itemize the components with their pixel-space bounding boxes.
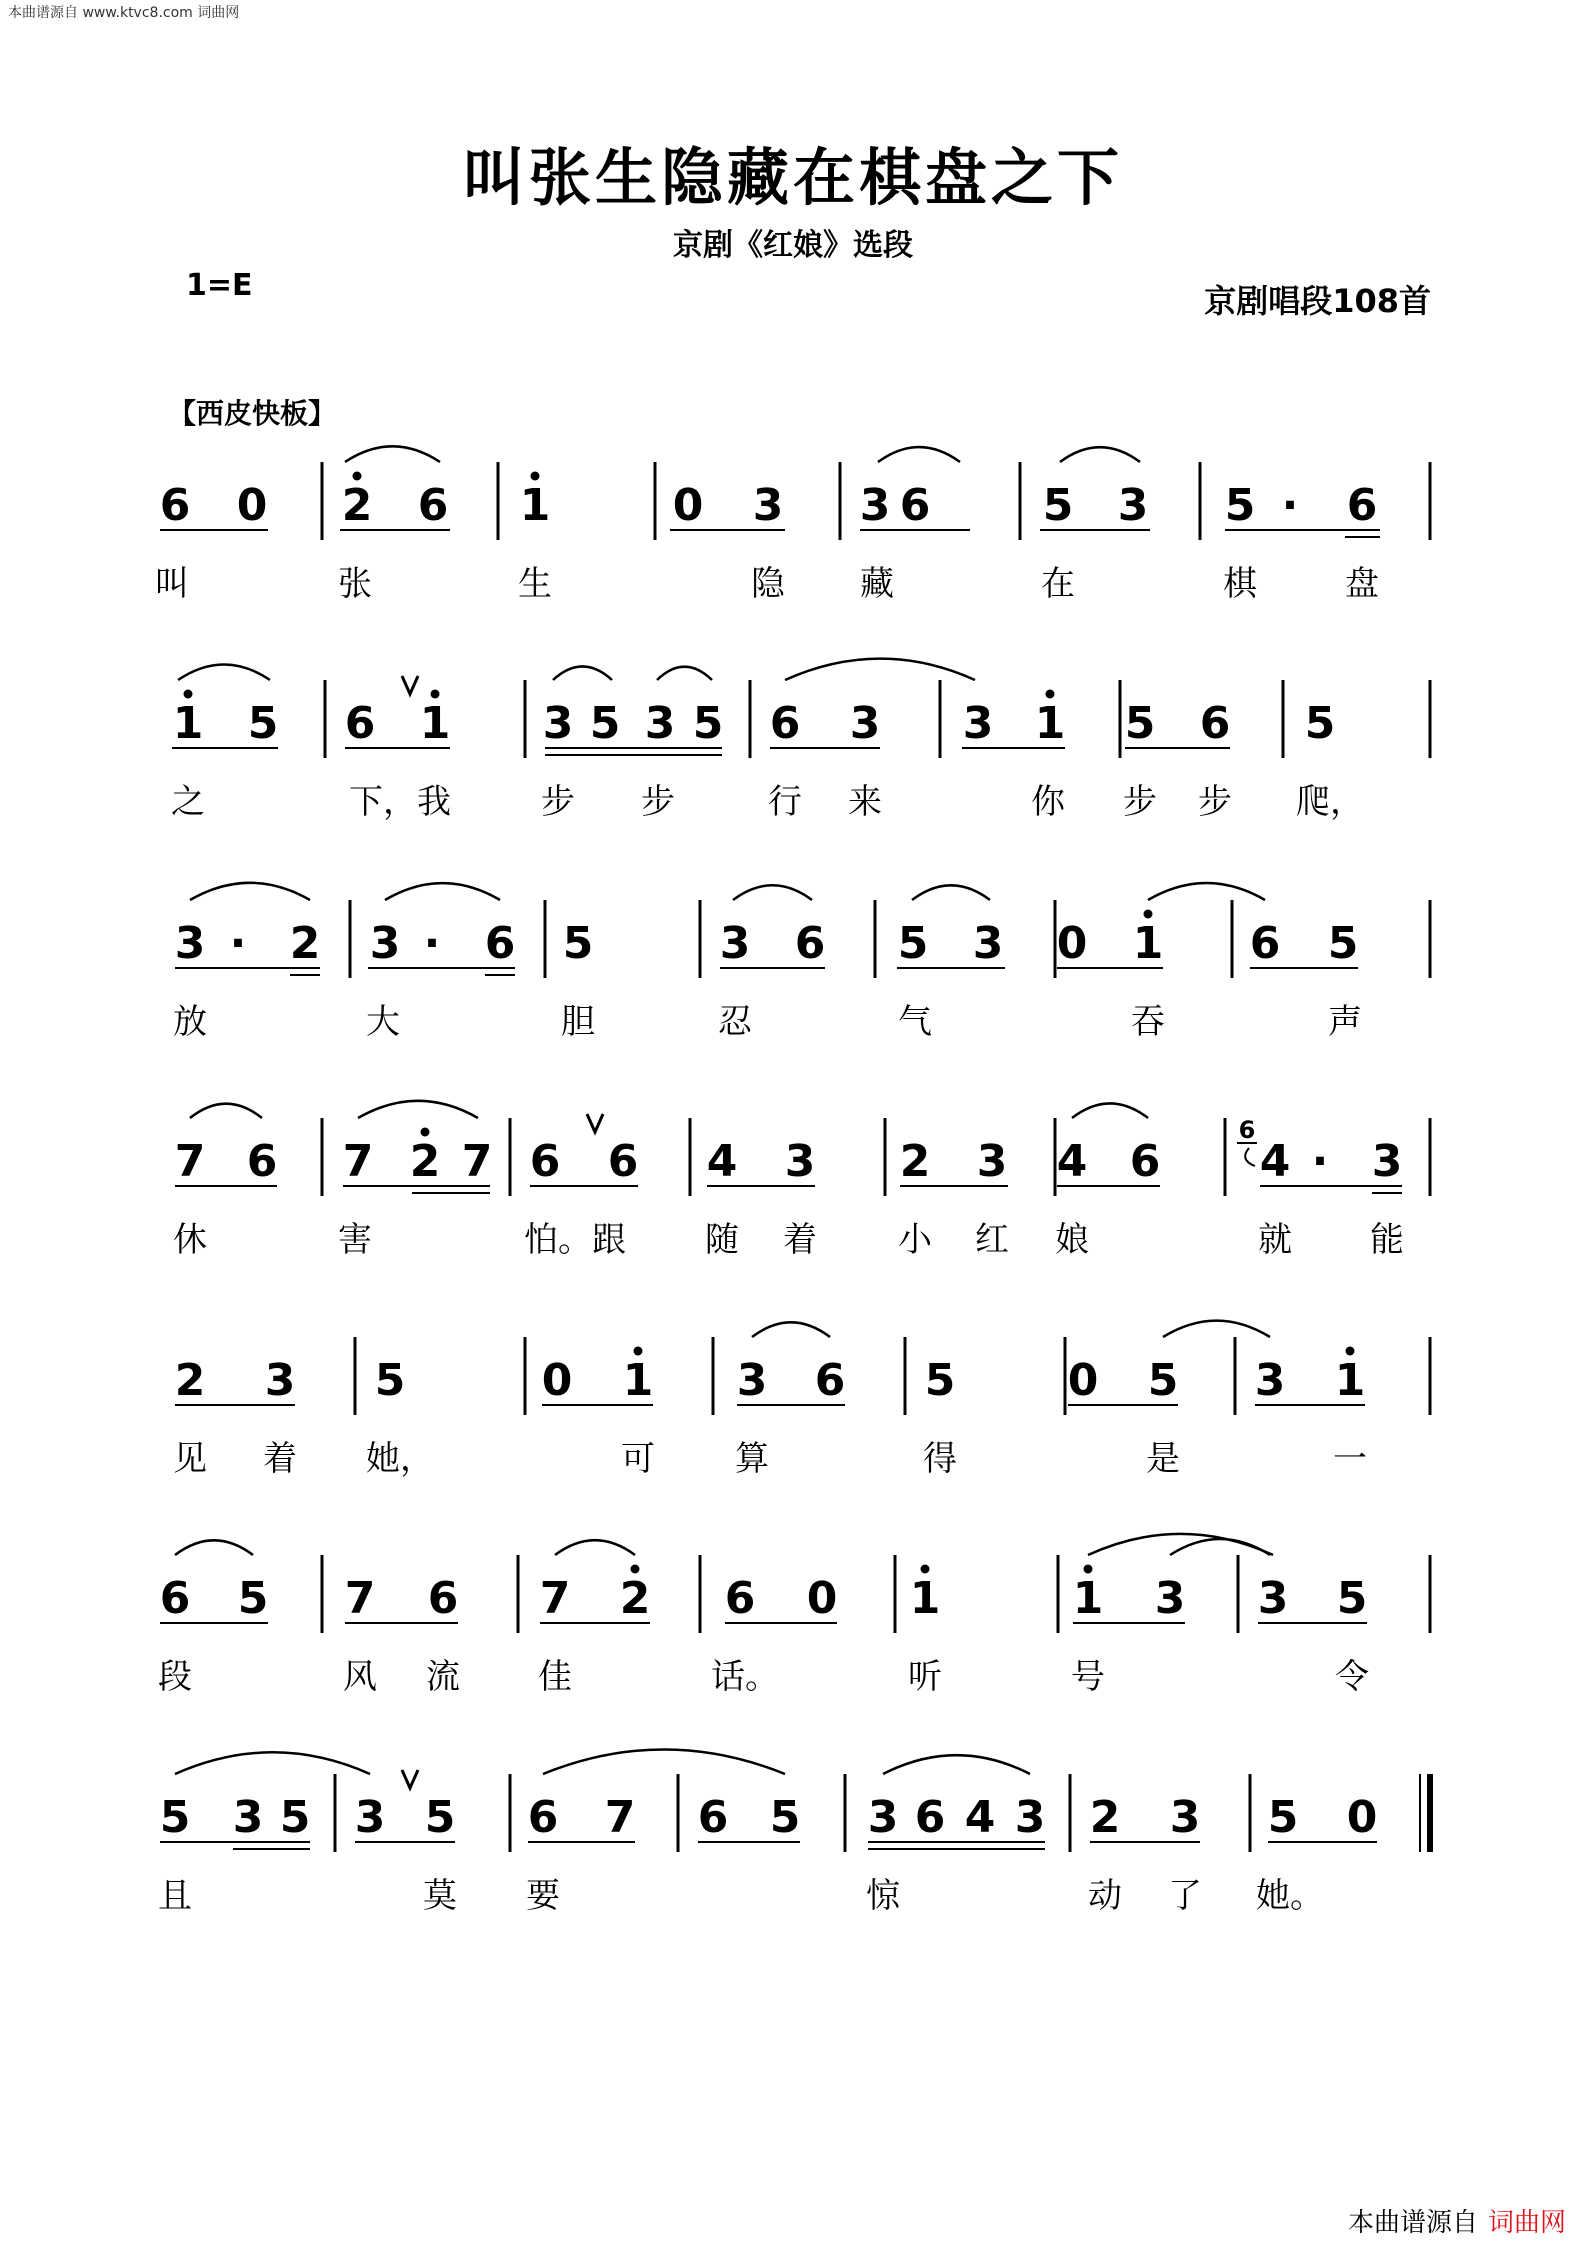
note-digit: 1	[172, 698, 204, 749]
lyric-syllable: 吞	[1131, 1002, 1165, 1042]
note-digit: 3	[867, 1792, 899, 1843]
note-digit: ·	[423, 918, 441, 969]
slur-arc	[178, 664, 270, 680]
note-digit: 6	[914, 1792, 946, 1843]
note-digit: 6	[344, 698, 376, 749]
high-octave-dot	[1084, 1565, 1093, 1574]
high-octave-dot	[421, 1128, 430, 1137]
note-digit: 2	[341, 480, 373, 531]
note-digit: 3	[1371, 1136, 1403, 1187]
note-digit: 1	[1334, 1355, 1366, 1406]
note-digit: 5	[237, 1573, 269, 1624]
note-digit: 6	[527, 1792, 559, 1843]
note-digit: 3	[1117, 480, 1149, 531]
note-digit: ·	[1311, 1136, 1329, 1187]
note-digit: 3	[976, 1136, 1008, 1187]
note-digit: 0	[236, 480, 268, 531]
lyric-syllable: 风	[343, 1657, 377, 1697]
note-digit: 6	[697, 1792, 729, 1843]
note-digit: ·	[229, 918, 247, 969]
lyric-syllable: 生	[518, 564, 552, 604]
note-digit: 6	[427, 1573, 459, 1624]
slur-arc	[1163, 1321, 1270, 1337]
note-digit: 3	[972, 918, 1004, 969]
note-digit: 6	[159, 480, 191, 531]
note-digit: 0	[541, 1355, 573, 1406]
lyric-syllable: 着	[783, 1220, 817, 1260]
note-digit: 2	[289, 918, 321, 969]
slur-arc	[190, 883, 310, 900]
lyric-syllable: 是	[1146, 1439, 1180, 1479]
lyric-syllable: 来	[848, 782, 882, 822]
high-octave-dot	[184, 690, 193, 699]
note-digit: 3	[859, 480, 891, 531]
note-digit: 6	[159, 1573, 191, 1624]
slur-arc	[1060, 447, 1140, 462]
slur-arc	[1170, 1539, 1270, 1555]
note-digit: 3	[644, 698, 676, 749]
note-digit: 3	[264, 1355, 296, 1406]
lyric-syllable: 就	[1258, 1220, 1292, 1260]
note-digit: 6	[814, 1355, 846, 1406]
note-digit: 3	[369, 918, 401, 969]
note-digit: 3	[1257, 1573, 1289, 1624]
lyric-syllable: 随	[705, 1220, 739, 1260]
lyric-syllable: 忍	[718, 1002, 752, 1042]
note-digit: 1	[909, 1573, 941, 1624]
note-digit: 5	[1304, 698, 1336, 749]
note-digit: 0	[1056, 918, 1088, 969]
score-title: 叫张生隐藏在棋盘之下	[462, 141, 1123, 214]
note-digit: 2	[409, 1136, 441, 1187]
note-digit: 0	[1067, 1355, 1099, 1406]
slur-arc	[785, 659, 975, 680]
slur-arc	[345, 446, 440, 462]
tempo-marking: 【西皮快板】	[168, 397, 337, 430]
note-digit: 3	[752, 480, 784, 531]
note-digit: 0	[1346, 1792, 1378, 1843]
lyric-syllable: 了	[1168, 1876, 1202, 1916]
grace-note-digit: 6	[1238, 1116, 1256, 1144]
lyric-syllable: 红	[975, 1220, 1009, 1260]
lyric-syllable: 着	[263, 1439, 297, 1479]
slur-arc	[1148, 883, 1265, 900]
slur-arc	[1072, 1103, 1148, 1118]
lyric-syllable: 莫	[423, 1876, 457, 1916]
note-digit: 6	[607, 1136, 639, 1187]
note-digit: 5	[589, 698, 621, 749]
lyric-syllable: 步	[1198, 782, 1232, 822]
watermark-top: 本曲谱源自 www.ktvc8.com 词曲网	[8, 5, 240, 21]
note-digit: 6	[246, 1136, 278, 1187]
note-digit: 5	[279, 1792, 311, 1843]
lyric-syllable: 步	[1123, 782, 1157, 822]
slur-arc	[543, 1749, 785, 1774]
lyric-syllable: 气	[898, 1002, 932, 1042]
lyric-syllable: 号	[1071, 1657, 1105, 1697]
note-digit: 3	[849, 698, 881, 749]
slur-arc	[175, 1752, 370, 1774]
slur-arc	[555, 1540, 635, 1555]
note-digit: 1	[1034, 698, 1066, 749]
note-digit: 1	[519, 480, 551, 531]
note-digit: 6	[1346, 480, 1378, 531]
slur-arc	[175, 1540, 253, 1555]
watermark-bottom-text: 本曲谱源自	[1347, 2208, 1478, 2238]
high-octave-dot	[431, 690, 440, 699]
note-digit: 3	[962, 698, 994, 749]
slur-arc	[358, 1101, 478, 1118]
high-octave-dot	[353, 472, 362, 481]
note-digit: 7	[604, 1792, 636, 1843]
note-digit: 5	[692, 698, 724, 749]
slur-arc	[657, 667, 712, 680]
lyric-syllable: 娘	[1055, 1220, 1089, 1260]
note-digit: 3	[1154, 1573, 1186, 1624]
high-octave-dot	[921, 1565, 930, 1574]
lyric-syllable: 她。	[1256, 1876, 1324, 1916]
note-digit: 7	[344, 1573, 376, 1624]
note-digit: 5	[562, 918, 594, 969]
lyric-syllable: 步	[541, 782, 575, 822]
note-digit: 3	[736, 1355, 768, 1406]
lyric-syllable: 要	[526, 1876, 560, 1916]
lyric-syllable: 棋	[1223, 564, 1257, 604]
lyric-syllable: 在	[1041, 564, 1075, 604]
note-digit: 1	[1132, 918, 1164, 969]
lyric-syllable: 佳	[538, 1657, 572, 1697]
lyric-syllable: 胆	[561, 1002, 595, 1042]
lyric-syllable: 下，我	[349, 782, 451, 822]
breath-mark	[587, 1114, 603, 1132]
lyric-syllable: 张	[338, 564, 372, 604]
slur-arc	[553, 666, 612, 680]
score-subtitle: 京剧《红娘》选段	[673, 228, 913, 263]
note-digit: 4	[1259, 1136, 1291, 1187]
note-digit: 6	[529, 1136, 561, 1187]
lyric-syllable: 动	[1088, 1876, 1122, 1916]
lyric-syllable: 行	[768, 782, 802, 822]
lyric-syllable: 爬，	[1296, 782, 1364, 822]
lyric-syllable: 怕。跟	[524, 1220, 626, 1260]
note-digit: 4	[706, 1136, 738, 1187]
note-digit: 5	[1327, 918, 1359, 969]
note-digit: 6	[1249, 918, 1281, 969]
note-digit: 4	[964, 1792, 996, 1843]
lyric-syllable: 盘	[1345, 564, 1379, 604]
lyric-syllable: 大	[366, 1002, 400, 1042]
lyric-syllable: 休	[173, 1220, 207, 1260]
grace-slur	[1245, 1148, 1255, 1166]
high-octave-dot	[1046, 690, 1055, 699]
slur-arc	[385, 883, 500, 900]
watermark-bottom-site: 词曲网	[1487, 2208, 1566, 2238]
note-digit: 2	[899, 1136, 931, 1187]
note-digit: 7	[461, 1136, 493, 1187]
note-digit: 3	[784, 1136, 816, 1187]
slur-arc	[883, 1755, 1030, 1774]
note-digit: 3	[542, 698, 574, 749]
note-digit: 4	[1056, 1136, 1088, 1187]
lyric-syllable: 段	[158, 1657, 192, 1697]
note-digit: 6	[1129, 1136, 1161, 1187]
note-digit: 6	[794, 918, 826, 969]
lyric-syllable: 可	[621, 1439, 655, 1479]
note-digit: 5	[1124, 698, 1156, 749]
note-digit: 6	[1199, 698, 1231, 749]
note-digit: 5	[247, 698, 279, 749]
note-digit: 5	[1336, 1573, 1368, 1624]
note-digit: 0	[806, 1573, 838, 1624]
lyric-syllable: 得	[923, 1439, 957, 1479]
lyric-syllable: 之	[171, 782, 205, 822]
note-digit: 5	[374, 1355, 406, 1406]
note-digit: 3	[1169, 1792, 1201, 1843]
note-digit: 6	[484, 918, 516, 969]
lyric-syllable: 叫	[155, 564, 189, 604]
note-digit: ·	[1281, 480, 1299, 531]
watermark-bottom	[1348, 2202, 1566, 2239]
breath-mark	[402, 676, 418, 694]
slur-arc	[1088, 1534, 1273, 1555]
note-digit: 3	[1014, 1792, 1046, 1843]
note-digit: 5	[1224, 480, 1256, 531]
source-label: 京剧唱段108首	[1204, 282, 1431, 320]
high-octave-dot	[1144, 910, 1153, 919]
lyric-syllable: 听	[908, 1657, 942, 1697]
note-digit: 6	[724, 1573, 756, 1624]
note-digit: 5	[424, 1792, 456, 1843]
slur-arc	[752, 1322, 830, 1337]
note-digit: 2	[174, 1355, 206, 1406]
note-digit: 5	[1042, 480, 1074, 531]
note-digit: 5	[769, 1792, 801, 1843]
lyric-syllable: 一	[1333, 1439, 1367, 1479]
note-digit: 1	[419, 698, 451, 749]
note-digit: 6	[769, 698, 801, 749]
key-signature: 1=E	[186, 268, 253, 303]
note-digit: 3	[719, 918, 751, 969]
note-digit: 5	[897, 918, 929, 969]
note-digit: 6	[417, 480, 449, 531]
lyric-syllable: 小	[898, 1220, 932, 1260]
lyric-syllable: 声	[1328, 1002, 1362, 1042]
high-octave-dot	[631, 1565, 640, 1574]
slur-arc	[912, 885, 990, 900]
lyric-syllable: 流	[426, 1657, 460, 1697]
lyric-syllable: 算	[735, 1439, 769, 1479]
high-octave-dot	[531, 472, 540, 481]
note-digit: 5	[1147, 1355, 1179, 1406]
slur-arc	[190, 1104, 262, 1118]
note-digit: 5	[159, 1792, 191, 1843]
note-digit: 5	[924, 1355, 956, 1406]
slur-arc	[733, 885, 812, 900]
note-digit: 1	[1072, 1573, 1104, 1624]
note-digit: 3	[174, 918, 206, 969]
breath-mark	[402, 1770, 418, 1788]
lyric-syllable: 隐	[751, 564, 785, 604]
note-digit: 3	[354, 1792, 386, 1843]
note-digit: 1	[622, 1355, 654, 1406]
note-digit: 7	[342, 1136, 374, 1187]
lyric-syllable: 话。	[711, 1657, 779, 1697]
lyric-syllable: 害	[338, 1220, 372, 1260]
note-digit: 5	[1267, 1792, 1299, 1843]
note-digit: 3	[232, 1792, 264, 1843]
note-digit: 3	[1254, 1355, 1286, 1406]
lyric-syllable: 惊	[866, 1876, 900, 1916]
lyric-syllable: 你	[1031, 782, 1065, 822]
lyric-syllable: 步	[641, 782, 675, 822]
slur-arc	[878, 447, 960, 462]
lyric-syllable: 能	[1370, 1220, 1404, 1260]
note-digit: 2	[1089, 1792, 1121, 1843]
lyric-syllable: 她，	[366, 1439, 434, 1479]
lyric-syllable: 令	[1335, 1657, 1369, 1697]
note-digit: 7	[174, 1136, 206, 1187]
lyric-syllable: 放	[173, 1002, 207, 1042]
lyric-syllable: 且	[158, 1876, 192, 1916]
lyric-syllable: 见	[173, 1439, 207, 1479]
note-digit: 2	[619, 1573, 651, 1624]
high-octave-dot	[1346, 1347, 1355, 1356]
note-digit: 7	[539, 1573, 571, 1624]
lyric-syllable: 藏	[860, 564, 894, 604]
note-digit: 6	[899, 480, 931, 531]
high-octave-dot	[634, 1347, 643, 1356]
note-digit: 0	[672, 480, 704, 531]
